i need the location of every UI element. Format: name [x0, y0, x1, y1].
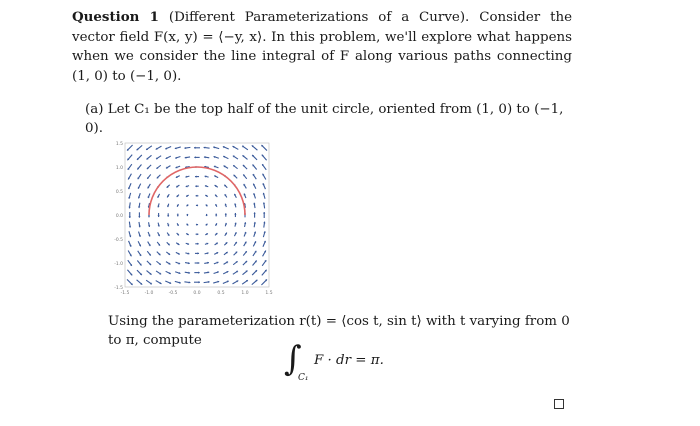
x-tick-label: -1.5 [120, 291, 130, 296]
y-tick-label: -0.5 [114, 238, 123, 243]
y-tick-label: -1.0 [114, 262, 123, 267]
integral-subscript: C₁ [298, 373, 309, 383]
x-tick-labels [121, 290, 273, 296]
x-tick-label: 0.5 [217, 291, 225, 296]
answer-checkbox[interactable] [554, 399, 564, 409]
y-tick-label: -1.5 [114, 286, 123, 291]
question-label: Question 1 [72, 9, 159, 25]
question-intro-text: Consider the vector field F(x, y) = ⟨−y, x⟩. In this problem, we'll explore what happens when we consider the line integral of F along various paths connecting (1, 0) to (−1, 0). [72, 10, 572, 84]
plot-frame [125, 143, 269, 287]
x-tick-label: 1.5 [265, 291, 273, 296]
x-tick-label: 0.0 [193, 291, 201, 296]
part-a-label: (a) [85, 102, 104, 117]
x-tick-label: -0.5 [168, 291, 178, 296]
y-tick-label: 1.5 [115, 142, 123, 147]
integral-sign-icon: ∫ [284, 339, 302, 379]
question-intro [72, 8, 572, 86]
y-tick-label: 0.0 [115, 214, 123, 219]
y-tick-labels [114, 141, 123, 291]
part-a-text: Let C₁ be the top half of the unit circle, oriented from (1, 0) to (−1, 0). [85, 102, 564, 136]
parameterization-sentence: Using the parameterization r(t) = ⟨cos t, sin t⟩ with t varying from 0 to π, compute [108, 314, 570, 348]
x-tick-label: -1.0 [144, 291, 154, 296]
vector-field-svg [113, 137, 275, 299]
question-title: (Different Parameterizations of a Curve). [168, 10, 470, 25]
x-tick-label: 1.0 [241, 291, 249, 296]
line-integral [284, 339, 444, 393]
vector-field-plot [113, 137, 275, 299]
y-tick-label: 0.5 [115, 190, 123, 195]
part-a [85, 100, 585, 138]
integral-expression: F · dr = π. [314, 353, 384, 368]
y-tick-label: 1.0 [115, 166, 123, 171]
